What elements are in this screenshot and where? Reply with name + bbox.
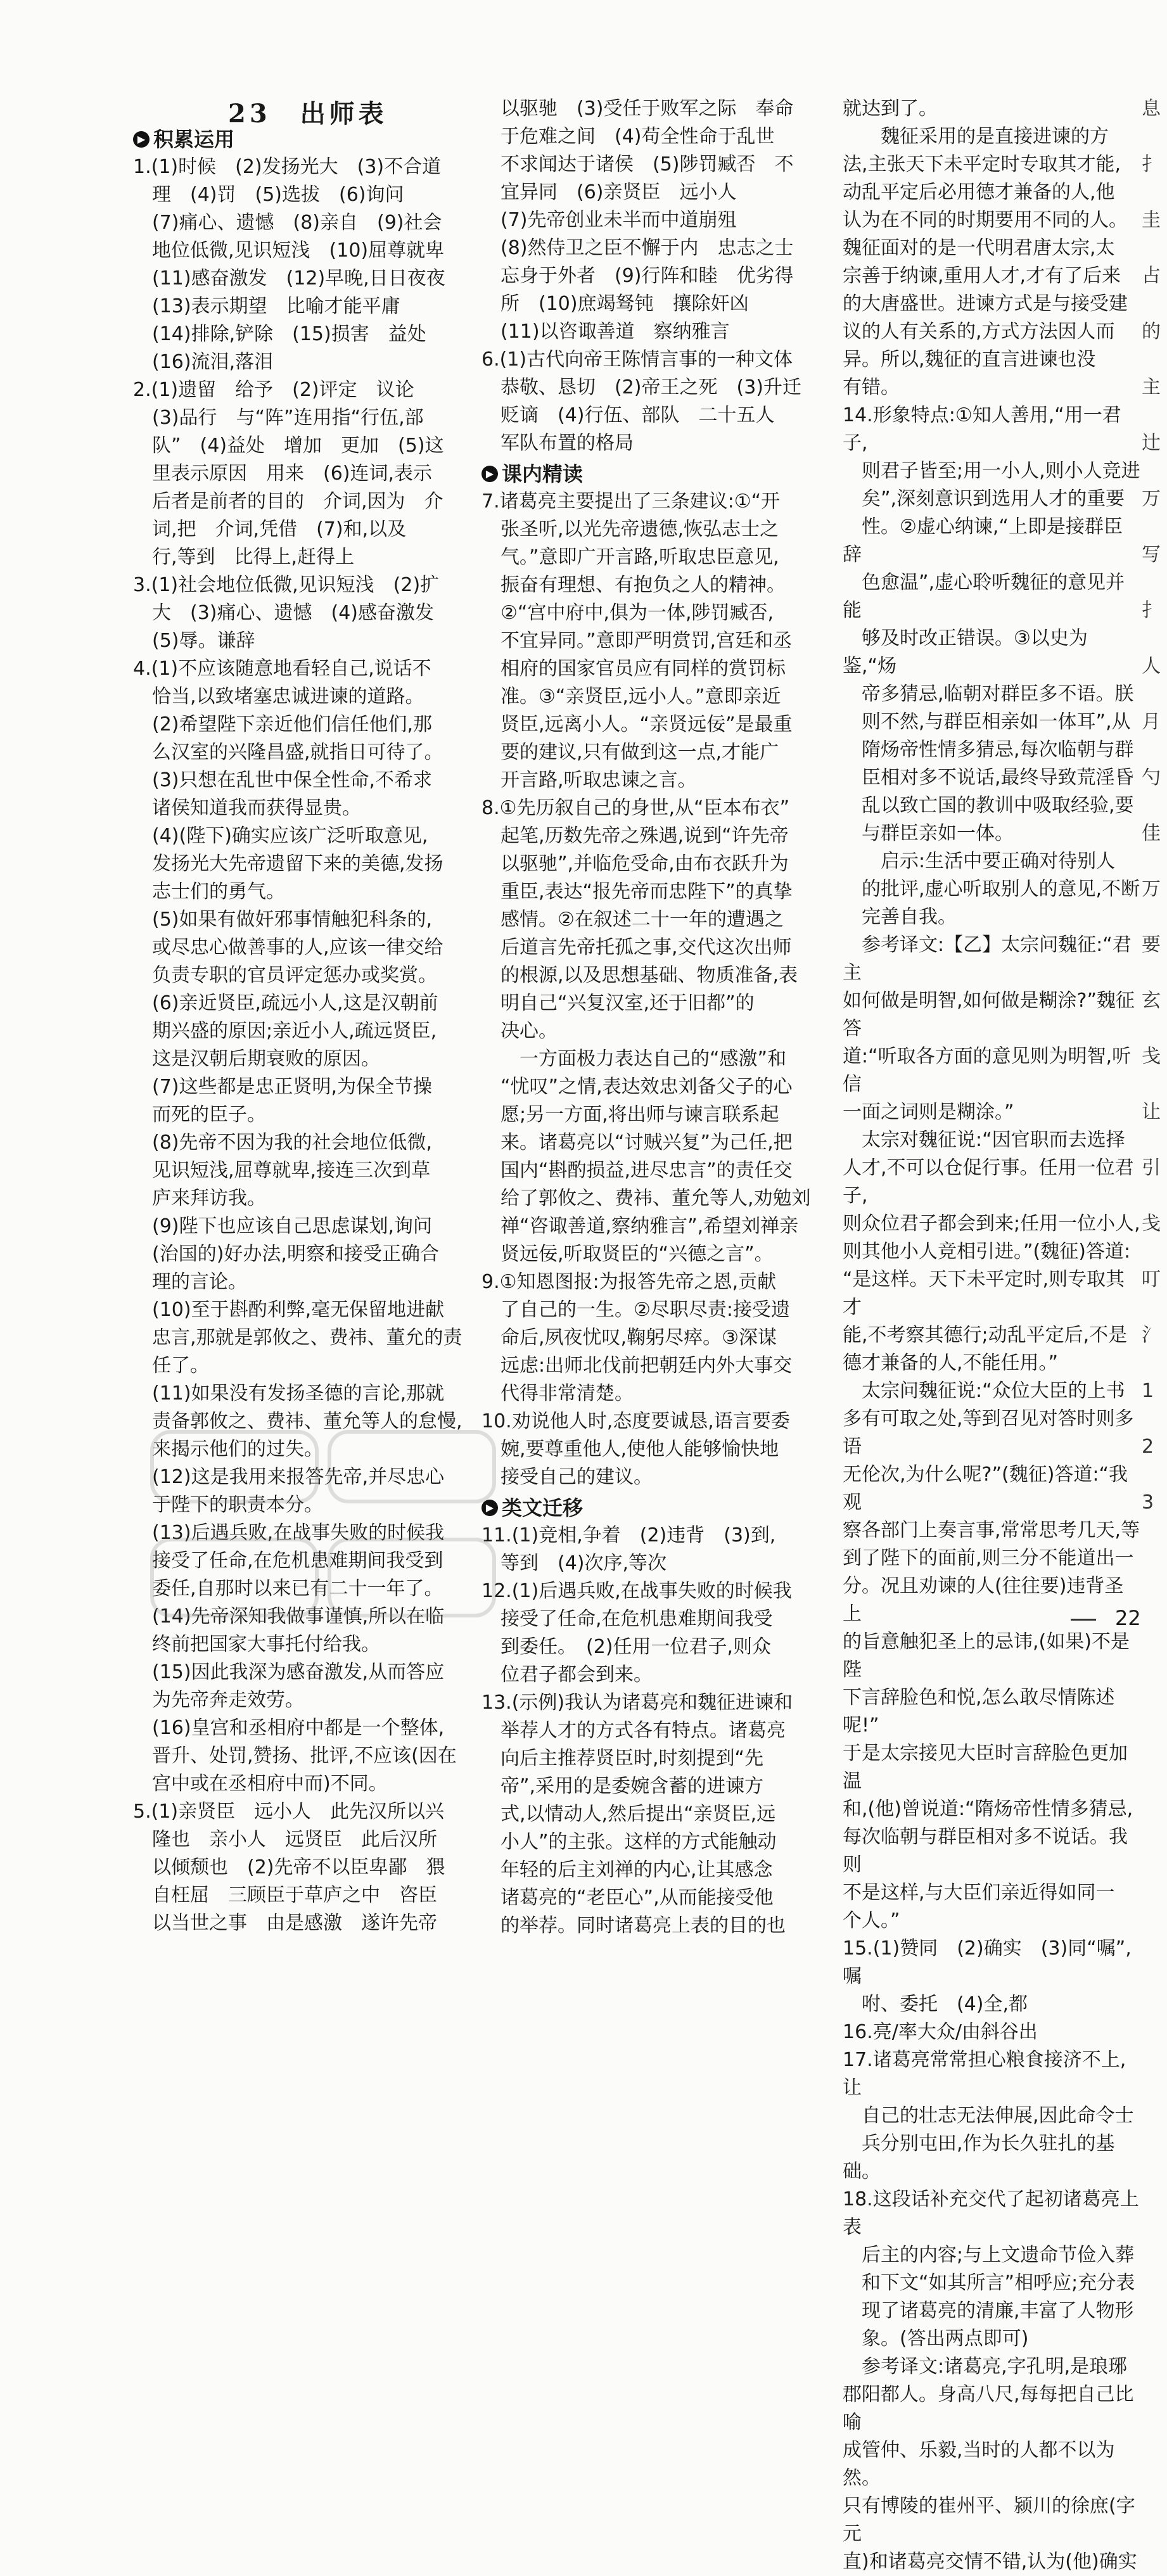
answer-line: (12)这是我用来报答先帝,并尽忠心	[133, 1466, 445, 1488]
answer-line: 参考译文:【乙】太宗问魏征:“君主	[843, 934, 1132, 984]
answer-line: 理 (4)罚 (5)选拔 (6)询问	[133, 184, 404, 206]
answer-line: 开言路,听取忠谏之言。	[481, 769, 697, 791]
answer-line: (8)先帝不因为我的社会地位低微,	[133, 1132, 433, 1154]
answer-line: 大 (3)痛心、遗憾 (4)感奋激发	[133, 602, 434, 624]
answer-line: 理的言论。	[133, 1271, 247, 1293]
edge-char: 主	[1142, 376, 1161, 399]
answer-line: 帝多猜忌,临朝对群臣多不语。朕	[843, 683, 1134, 705]
edge-char: 辻	[1142, 432, 1161, 454]
answer-line: 不是这样,与大臣们亲近得如同一	[843, 1882, 1115, 1904]
answer-line: 后主的内容;与上文遗命节俭入葬	[843, 2244, 1135, 2266]
answers-column-2b	[481, 488, 811, 1491]
answer-line: (5)辱。谦辞	[133, 630, 255, 652]
answer-line: (13)表示期望 比喻才能平庸	[133, 295, 400, 317]
answer-line: 则众位君子都会到来;任用一位小人,	[843, 1213, 1140, 1235]
answer-line: 2.(1)遗留 给予 (2)评定 议论	[133, 379, 414, 401]
answer-line: 以驱驰”,并临危受命,由布衣跃升为	[481, 853, 789, 875]
answer-line: (11)以咨诹善道 察纳雅言	[481, 321, 730, 343]
edge-char: 月	[1142, 711, 1161, 733]
page-title: 23 出师表	[228, 99, 388, 129]
page-number: 22	[1115, 1606, 1141, 1630]
answer-line: 现了诸葛亮的清廉,丰富了人物形	[843, 2300, 1134, 2322]
answer-line: 宫中或在丞相府中而)不同。	[133, 1773, 388, 1795]
section-arrow-icon: ▶	[481, 466, 498, 482]
answer-line: 6.(1)古代向帝王陈情言事的一种文体	[481, 348, 793, 371]
answer-line: 委任,自那时以来已有二十一年了。	[133, 1578, 443, 1600]
edge-char: 1	[1142, 1380, 1154, 1402]
edge-char: 占	[1142, 265, 1161, 287]
answer-line: 直)和诸葛亮交情不错,认为(他)确实	[843, 2551, 1137, 2573]
answer-line: 15.(1)赞同 (2)确实 (3)同“嘱”,嘱	[843, 1937, 1132, 1987]
answer-line: 贤臣,远离小人。“亲贤远佞”是最重	[481, 713, 793, 736]
edge-char: 扌	[1142, 599, 1161, 622]
answer-line: 为先帝奔走效劳。	[133, 1689, 304, 1711]
answer-line: 12.(1)后遇兵败,在战事失败的时候我	[481, 1580, 792, 1602]
answer-line: 帝”,采用的是委婉含蓄的进谏方	[481, 1775, 764, 1797]
answer-line: 每次临朝与群臣相对多不说话。我则	[843, 1826, 1128, 1876]
section-header-accumulation: ▶ 积累运用	[133, 125, 462, 153]
answer-line: (10)至于斟酌利弊,毫无保留地进献	[133, 1299, 445, 1321]
answer-line: (14)先帝深知我做事谨慎,所以在临	[133, 1605, 445, 1628]
answer-line: 婉,要尊重他人,使他人能够愉快地	[481, 1438, 779, 1460]
answer-line: 到委任。 (2)任用一位君子,则众	[481, 1636, 772, 1658]
answer-line: (16)流泪,落泪	[133, 351, 274, 373]
answer-line: (11)感奋激发 (12)早晚,日日夜夜	[133, 267, 445, 290]
edge-char: 的	[1142, 321, 1161, 343]
answer-line: 一方面极力表达自己的“感激”和	[481, 1048, 787, 1070]
answer-line: 乱以致亡国的教训中吸取经验,要	[843, 794, 1134, 817]
answer-line: 臣相对多不说话,最终导致荒淫昏	[843, 767, 1134, 789]
answer-line: 动乱平定后必用德才兼备的人,他	[843, 181, 1115, 203]
answer-line: 志士们的勇气。	[133, 881, 285, 903]
answer-line: 到了陛下的面前,则三分不能道出一	[843, 1547, 1134, 1569]
answer-line: 11.(1)竞相,争着 (2)违背 (3)到,	[481, 1524, 776, 1546]
answer-line: 起笔,历数先帝之殊遇,说到“许先帝	[481, 825, 789, 847]
answer-line: 等到 (4)次序,等次	[481, 1552, 667, 1574]
answer-line: 3.(1)社会地位低微,见识短浅 (2)扩	[133, 574, 440, 596]
answer-line: 自枉屈 三顾臣于草庐之中 咨臣	[133, 1884, 437, 1906]
answer-line: 1.(1)时候 (2)发扬光大 (3)不合道	[133, 156, 442, 178]
answer-line: 词,把 介词,凭借 (7)和,以及	[133, 518, 407, 540]
answer-line: 贬谪 (4)行伍、部队 二十五人	[481, 404, 775, 426]
answer-line: 代得非常清楚。	[481, 1382, 634, 1405]
answer-line: 年轻的后主刘禅的内心,让其感念	[481, 1859, 773, 1881]
answer-line: 则不然,与群臣相亲如一体耳”,从	[843, 711, 1131, 733]
answer-line: 参考译文:诸葛亮,字孔明,是琅琊	[843, 2356, 1128, 2378]
answer-line: 以倾颓也 (2)先帝不以臣卑鄙 猥	[133, 1856, 445, 1878]
answer-line: 向后主推荐贤臣时,时刻提到“先	[481, 1747, 764, 1769]
answer-line: 矣”,深刻意识到选用人才的重要	[843, 488, 1125, 510]
answer-line: “忧叹”之情,表达效忠刘备父子的心	[481, 1076, 793, 1098]
answer-line: 么汉室的兴隆昌盛,就指日可待了。	[133, 741, 443, 763]
answer-line: 太宗问魏征说:“众位大臣的上书	[843, 1380, 1125, 1402]
answer-line: 于危难之间 (4)苟全性命于乱世	[481, 125, 775, 148]
answer-line: 诸侯知道我而获得显贵。	[133, 797, 361, 819]
answer-line: 隋炀帝性情多猜忌,每次临朝与群	[843, 739, 1134, 761]
answer-line: 忠言,那就是郭攸之、费祎、董允的责	[133, 1327, 462, 1349]
answer-line: 所 (10)庶竭驽钝 攘除奸凶	[481, 293, 749, 315]
answer-line: (4)(陛下)确实应该广泛听取意见,	[133, 825, 428, 847]
edge-char: 万	[1142, 488, 1161, 510]
answer-line: 如何做是明智,如何做是糊涂?”魏征答	[843, 990, 1135, 1040]
answer-line: 成管仲、乐毅,当时的人都不以为然。	[843, 2439, 1115, 2489]
edge-char: 2	[1142, 1436, 1154, 1458]
answer-line: 察各部门上奏言事,常常思考几天,等	[843, 1519, 1140, 1541]
answer-line: 决心。	[481, 1020, 558, 1042]
answer-line: 性。②虚心纳谏,“上即是接群臣辞	[843, 516, 1123, 566]
answer-line: 任了。	[133, 1355, 209, 1377]
page-number-dash	[1071, 1619, 1096, 1621]
answers-column-2a	[481, 95, 811, 457]
section-header-transfer: ▶ 类文迁移	[481, 1494, 811, 1522]
answer-line: 小人”的主张。这样的方式能触动	[481, 1831, 777, 1853]
answer-line: “是这样。天下未平定时,则专取其才	[843, 1268, 1125, 1318]
answer-line: (7)先帝创业未半而中道崩殂	[481, 209, 737, 231]
answer-line: 愿;另一方面,将出师与谏言联系起	[481, 1104, 779, 1126]
answers-column-2c	[481, 1522, 811, 1940]
answer-line: 完善自我。	[843, 906, 957, 928]
answer-line: (2)希望陛下亲近他们信任他们,那	[133, 713, 433, 736]
answer-line: 感情。②在叙述二十一年的遭遇之	[481, 909, 784, 931]
answer-line: 张圣听,以光先帝遗德,恢弘志士之	[481, 518, 779, 540]
answer-line: 地位低微,见识短浅 (10)屈尊就卑	[133, 239, 445, 262]
answer-line: 自己的壮志无法伸展,因此命令士	[843, 2105, 1134, 2127]
answer-line: 异。所以,魏征的直言进谏也没	[843, 348, 1096, 371]
edge-char: 扌	[1142, 153, 1161, 175]
answer-line: 5.(1)亲贤臣 远小人 此先汉所以兴	[133, 1801, 445, 1823]
answer-line: 则君子皆至;用一小人,则小人竞进	[843, 460, 1140, 482]
edge-char: 圭	[1142, 209, 1161, 231]
answer-line: (13)后遇兵败,在战事失败的时候我	[133, 1522, 445, 1544]
answer-line: 宜异同 (6)亲贤臣 远小人	[481, 181, 737, 203]
answer-line: 见识短浅,屈尊就卑,接连三次到草	[133, 1159, 431, 1182]
answer-line: 以当世之事 由是感激 遂许先帝	[133, 1912, 437, 1934]
answer-line: (治国的)好办法,明察和接受正确合	[133, 1243, 439, 1265]
answer-line: 下言辞脸色和悦,怎么敢尽情陈述呢!”	[843, 1687, 1115, 1737]
answer-line: 的批评,虚心听取别人的意见,不断	[843, 878, 1140, 900]
answer-line: 发扬光大先帝遗留下来的美德,发扬	[133, 853, 443, 875]
answer-line: 议的人有关系的,方式方法因人而	[843, 321, 1115, 343]
answer-line: 后者是前者的目的 介词,因为 介	[133, 490, 443, 513]
answer-line: (16)皇宫和丞相府中都是一个整体,	[133, 1717, 445, 1739]
answer-line: ②“宫中府中,俱为一体,陟罚臧否,	[481, 602, 774, 624]
answer-line: 的旨意触犯圣上的忌讳,(如果)不是陛	[843, 1631, 1130, 1681]
answer-line: 期兴盛的原因;亲近小人,疏远贤臣,	[133, 1020, 437, 1042]
answer-line: 道:“听取各方面的意见则为明智,听信	[843, 1045, 1132, 1095]
answer-line: 不宜异同。”意即严明赏罚,宫廷和丞	[481, 630, 793, 652]
edge-char: 叮	[1142, 1268, 1161, 1291]
answer-line: 振奋有理想、有抱负之人的精神。	[481, 574, 786, 596]
edge-char: 戋	[1142, 1045, 1161, 1068]
answer-line: 人才,不可以仓促行事。任用一位君子,	[843, 1157, 1134, 1207]
answer-line: 兵分别屯田,作为长久驻扎的基础。	[843, 2133, 1115, 2183]
answer-line: 10.劝说他人时,态度要诚恳,语言要委	[481, 1410, 790, 1432]
answer-line: 的根源,以及思想基础、物质准备,表	[481, 964, 798, 986]
answer-line: (7)这些都是忠正贤明,为保全节操	[133, 1076, 433, 1098]
answer-line: 德才兼备的人,不能任用。”	[843, 1352, 1059, 1374]
answer-line: 14.形象特点:①知人善用,“用一君子,	[843, 404, 1121, 454]
answer-line: 17.诸葛亮常常担心粮食接济不上,让	[843, 2049, 1126, 2099]
answer-line: 而死的臣子。	[133, 1104, 266, 1126]
answer-line: 9.①知恩图报:为报答先帝之恩,贡献	[481, 1271, 777, 1293]
answer-line: 和,(他)曾说道:“隋炀帝性情多猜忌,	[843, 1798, 1133, 1820]
answer-line: 13.(示例)我认为诸葛亮和魏征进谏和	[481, 1692, 793, 1714]
answer-line: 不求闻达于诸侯 (5)陟罚臧否 不	[481, 153, 794, 175]
answer-line: (11)如果没有发扬圣德的言论,那就	[133, 1382, 445, 1405]
answer-line: (3)只想在乱世中保全性命,不希求	[133, 769, 433, 791]
answer-line: 后道言先帝托孤之事,交代这次出师	[481, 936, 792, 959]
answer-line: 行,等到 比得上,赶得上	[133, 546, 355, 568]
answer-line: 诸葛亮的“老臣心”,从而能接受他	[481, 1887, 774, 1909]
answer-line: 军队布置的格局	[481, 432, 634, 454]
answer-line: 举荐人才的方式各有特点。诸葛亮	[481, 1719, 786, 1742]
answer-line: 分。况且劝谏的人(往往要)违背圣上	[843, 1575, 1124, 1625]
answer-line: 恭敬、恳切 (2)帝王之死 (3)升迁	[481, 376, 801, 399]
column-2	[481, 95, 811, 1940]
answer-line: 了自己的一生。②尽职尽责:接受遗	[481, 1299, 791, 1321]
answer-line: 来。诸葛亮以“讨贼兴复”为己任,把	[481, 1132, 793, 1154]
edge-char: 万	[1142, 878, 1161, 900]
answer-line: 或尽忠心做善事的人,应该一律交给	[133, 936, 443, 959]
section-header-reading: ▶ 课内精读	[481, 460, 811, 488]
answer-line: 法,主张天下未平定时专取其才能,	[843, 153, 1121, 175]
answer-line: 禅“咨诹善道,察纳雅言”,希望刘禅亲	[481, 1215, 799, 1237]
edge-char: 引	[1142, 1157, 1161, 1179]
answer-line: 庐来拜访我。	[133, 1187, 266, 1209]
answer-line: 7.诸葛亮主要提出了三条建议:①“开	[481, 490, 781, 513]
answer-line: (15)因此我深为感奋激发,从而答应	[133, 1661, 445, 1683]
section-arrow-icon: ▶	[481, 1500, 498, 1516]
edge-char: 佳	[1142, 822, 1161, 845]
answer-line: (8)然侍卫之臣不懈于内 忠志之士	[481, 237, 794, 259]
answer-line: 里表示原因 用来 (6)连词,表示	[133, 462, 433, 485]
edge-char: 人	[1142, 655, 1161, 677]
answer-line: 一面之词则是糊涂。”	[843, 1101, 1014, 1123]
answer-line: 4.(1)不应该随意地看轻自己,说话不	[133, 658, 431, 680]
answer-line: 气。”意即广开言路,听取忠臣意见,	[481, 546, 779, 568]
answer-line: 忘身于外者 (9)行阵和睦 优劣得	[481, 265, 794, 287]
answer-line: 16.亮/率大众/由斜谷出	[843, 2021, 1038, 2043]
answer-line: 式,以情动人,然后提出“亲贤臣,远	[481, 1803, 776, 1825]
edge-char: 勺	[1142, 767, 1161, 789]
edge-char: 戋	[1142, 1213, 1161, 1235]
answer-line: 色愈温”,虚心聆听魏征的意见并能	[843, 571, 1125, 622]
answer-line: 多有可取之处,等到召见对答时则多语	[843, 1408, 1134, 1458]
answer-line: 国内“斟酌损益,进尽忠言”的责任交	[481, 1159, 793, 1182]
answer-line: 于是太宗接见大臣时言辞脸色更加温	[843, 1742, 1128, 1792]
answer-line: 18.这段话补充交代了起初诸葛亮上表	[843, 2188, 1139, 2238]
answer-line: 魏征采用的是直接进谏的方	[843, 125, 1109, 148]
answer-line: 接受了任命,在危机患难期间我受	[481, 1608, 773, 1630]
answer-line: 恰当,以致堵塞忠诚进谏的道路。	[133, 685, 424, 708]
answer-line: 贤远佞,听取贤臣的“兴德之言”。	[481, 1243, 774, 1265]
answer-line: 则其他小人竞相引进。”(魏征)答道:	[843, 1240, 1131, 1263]
answer-line: (3)品行 与“阵”连用指“行伍,部	[133, 407, 424, 429]
answer-line: 郡阳都人。身高八尺,每每把自己比喻	[843, 2383, 1134, 2433]
answer-line: 与群臣亲如一体。	[843, 822, 1014, 845]
answer-line: 和下文“如其所言”相呼应;充分表	[843, 2272, 1135, 2294]
answer-line: 负责专职的官员评定惩办或奖赏。	[133, 964, 437, 986]
answer-line: (9)陛下也应该自己思虑谋划,询问	[133, 1215, 433, 1237]
edge-char: 氵	[1142, 1324, 1161, 1346]
answer-line: 明自己“兴复汉室,还于旧都”的	[481, 992, 755, 1014]
answer-line: 咐、委托 (4)全,都	[843, 1993, 1028, 2015]
answer-line: 8.①先历叙自己的身世,从“臣本布衣”	[481, 797, 790, 819]
answer-line: 只有博陵的崔州平、颍川的徐庶(字元	[843, 2495, 1135, 2545]
edge-char: 要	[1142, 934, 1161, 956]
answer-line: 晋升、处罚,赞扬、批评,不应该(因在	[133, 1745, 457, 1767]
answer-line: 于陛下的职责本分。	[133, 1494, 323, 1516]
answer-line: 象。(答出两点即可)	[843, 2328, 1029, 2350]
edge-char: 息	[1142, 98, 1161, 120]
answer-line: 来揭示他们的过失。	[133, 1438, 323, 1460]
answer-line: 认为在不同的时期要用不同的人。	[843, 209, 1128, 231]
answer-line: (5)如果有做奸邪事情触犯科条的,	[133, 909, 433, 931]
answer-line: 宗善于纳谏,重用人才,才有了后来	[843, 265, 1121, 287]
answer-line: 能,不考察其德行;动乱平定后,不是	[843, 1324, 1128, 1346]
answer-line: 的举荐。同时诸葛亮上表的目的也	[481, 1915, 786, 1937]
answer-line: 终前把国家大事托付给我。	[133, 1633, 380, 1655]
watermark-logo	[146, 1419, 501, 1628]
answer-line: 相府的国家官员应有同样的赏罚标	[481, 658, 786, 680]
answer-line: (7)痛心、遗憾 (8)亲自 (9)社会	[133, 212, 442, 234]
edge-char: 让	[1142, 1101, 1161, 1123]
answer-line: 启示:生活中要正确对待别人	[843, 850, 1116, 872]
next-page-edge-text	[1142, 95, 1167, 1545]
answer-line: 给了郭攸之、费祎、董允等人,劝勉刘	[481, 1187, 811, 1209]
answer-line: 责备郭攸之、费祎、董允等人的怠慢,	[133, 1410, 462, 1432]
answer-line: 重臣,表达“报先帝而忠陛下”的真挚	[481, 881, 793, 903]
answer-line: 准。③“亲贤臣,远小人。”意即亲近	[481, 685, 781, 708]
answer-line: 接受自己的建议。	[481, 1466, 653, 1488]
answer-line: 队” (4)益处 增加 更加 (5)这	[133, 435, 444, 457]
answer-line: 个人。”	[843, 1910, 900, 1932]
answer-line: 命后,夙夜忧叹,鞠躬尽瘁。③深谋	[481, 1327, 777, 1349]
edge-char: 写	[1142, 544, 1161, 566]
answer-line: (14)排除,铲除 (15)损害 益处	[133, 323, 426, 345]
answer-line: 隆也 亲小人 远贤臣 此后汉所	[133, 1828, 437, 1851]
answer-line: 要的建议,只有做到这一点,才能广	[481, 741, 779, 763]
answer-line: 接受了任命,在危机患难期间我受到	[133, 1550, 443, 1572]
column-3	[843, 95, 1140, 2576]
column-1	[133, 95, 462, 1937]
answer-line: 无伦次,为什么呢?”(魏征)答道:“我观	[843, 1463, 1128, 1514]
answer-line: 够及时改正错误。③以史为鉴,“炀	[843, 627, 1088, 677]
answer-line: 以驱驰 (3)受任于败军之际 奉命	[481, 98, 794, 120]
answer-line: 这是汉朝后期衰败的原因。	[133, 1048, 380, 1070]
edge-char: 玄	[1142, 990, 1161, 1012]
answer-line: 就达到了。	[843, 98, 938, 120]
answer-line: 太宗对魏征说:“因官职而去选择	[843, 1129, 1125, 1151]
answer-line: 有错。	[843, 376, 900, 399]
section-arrow-icon: ▶	[133, 131, 150, 148]
edge-char: 3	[1142, 1491, 1154, 1514]
answer-line: 位君子都会到来。	[481, 1664, 653, 1686]
answer-line: 远虑:出师北伐前把朝廷内外大事交	[481, 1355, 793, 1377]
answer-line: 的大唐盛世。进谏方式是与接受建	[843, 293, 1128, 315]
answer-line: (6)亲近贤臣,疏远小人,这是汉朝前	[133, 992, 438, 1014]
answers-column-1	[133, 153, 462, 1937]
answer-line: 魏征面对的是一代明君唐太宗,太	[843, 237, 1115, 259]
answers-column-3	[843, 95, 1140, 2576]
